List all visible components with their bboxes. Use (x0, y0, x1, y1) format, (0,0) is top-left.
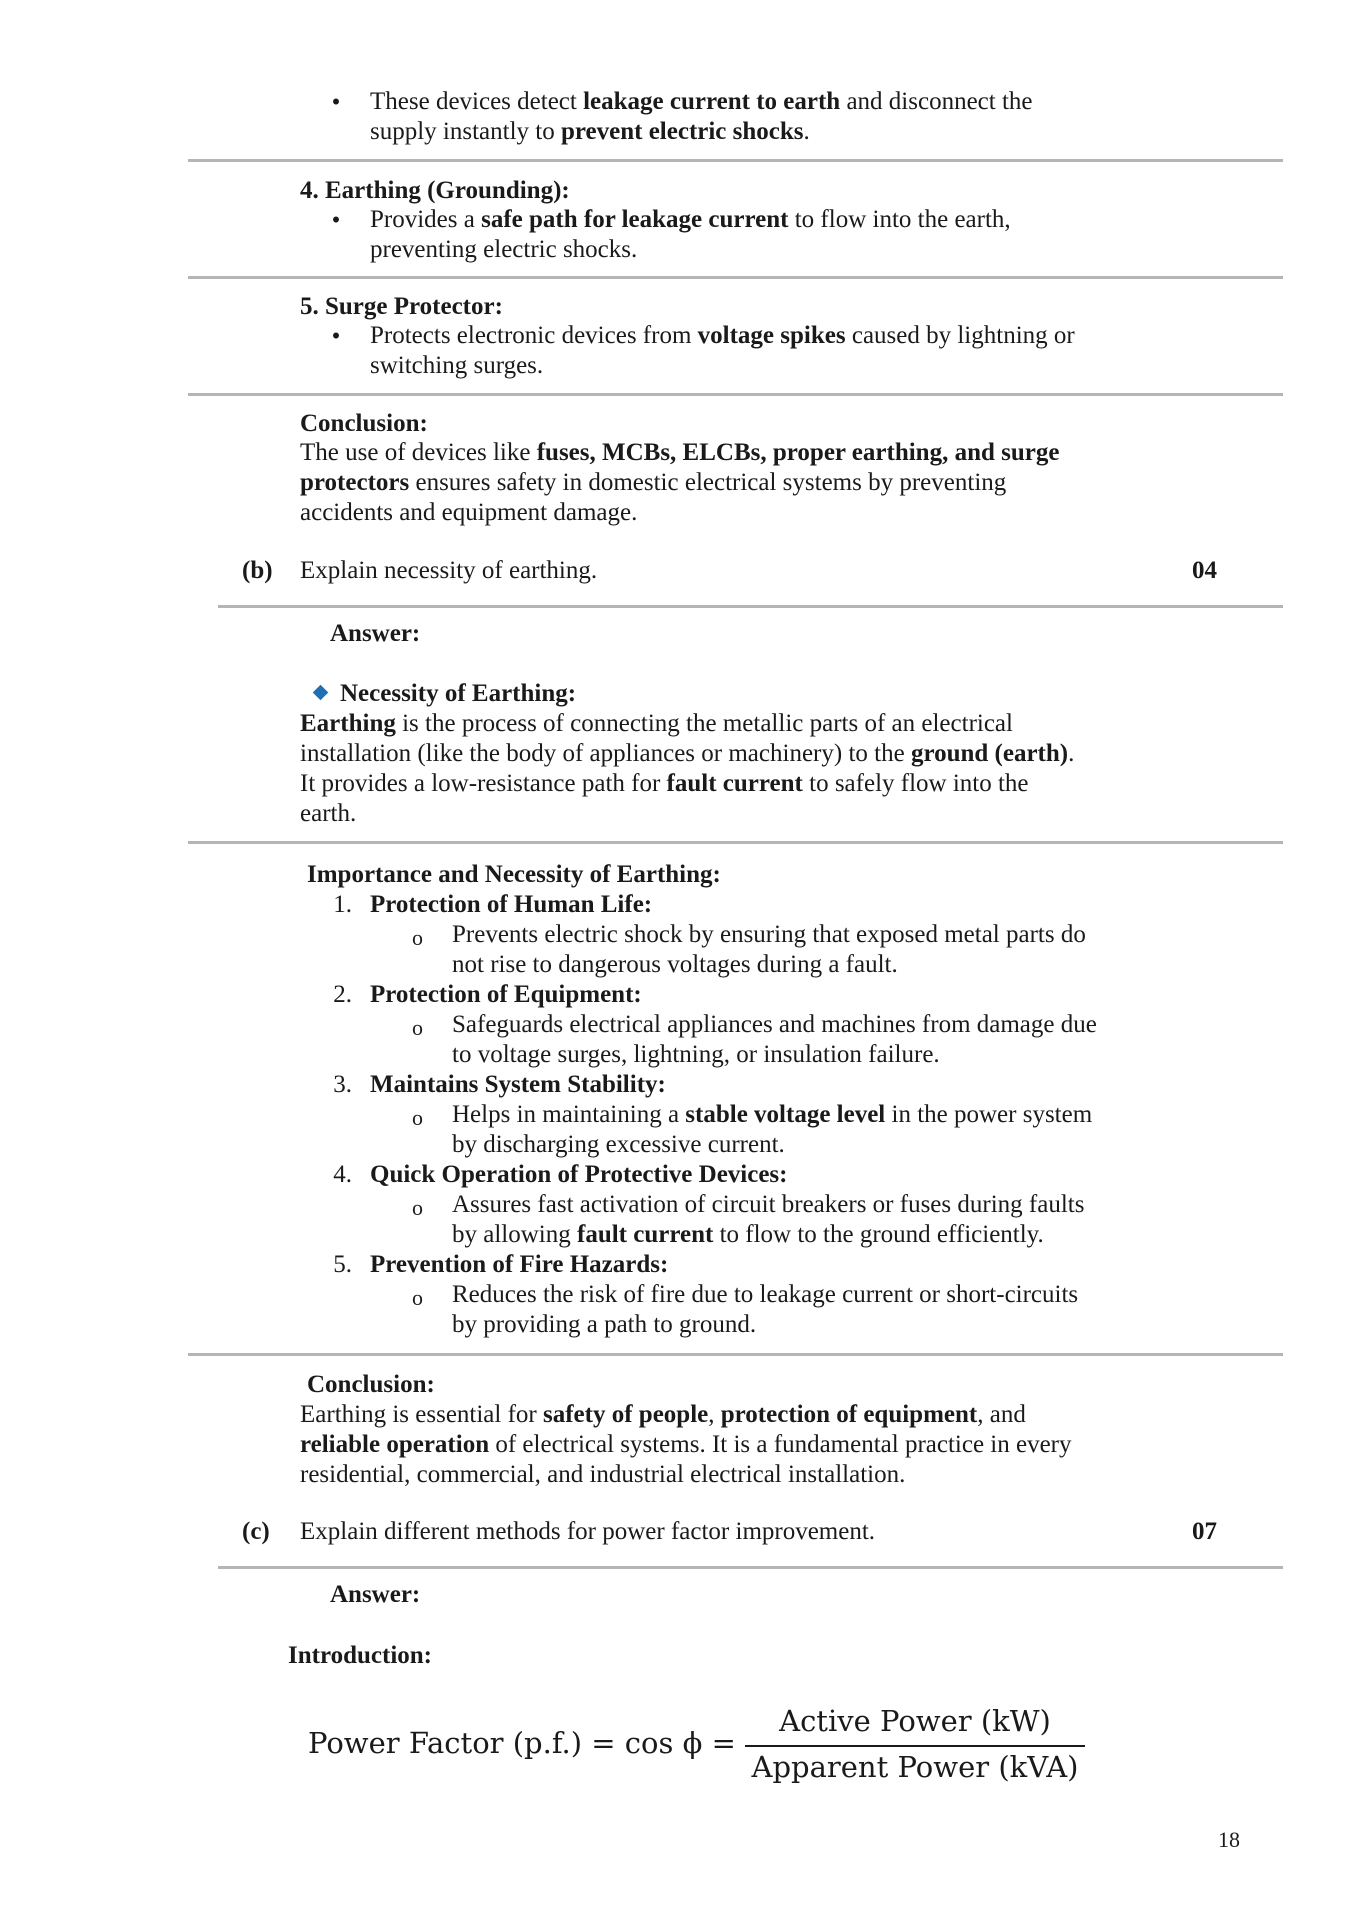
formula-denominator: Apparent Power (kVA) (751, 1750, 1079, 1784)
point-number: 1. (333, 891, 352, 918)
conclusion-a-body: The use of devices like fuses, MCBs, ELCBs, proper earthing, and surge protectors ensures safety in domestic electrical systems by preventing accidents and equipment damage. (300, 439, 1060, 526)
point-1-title: Protection of Human Life: (370, 891, 653, 918)
conclusion-a-heading: Conclusion: (300, 410, 428, 437)
formula-lhs: Power Factor (p.f.) = cos ϕ = (308, 1726, 736, 1760)
question-b-label: (b) (242, 557, 273, 584)
item-5-title: 5. Surge Protector: (300, 293, 503, 320)
point-5-body: Reduces the risk of fire due to leakage current or short-circuits by providing a path to ground. (452, 1281, 1079, 1338)
point-number: 4. (333, 1161, 352, 1188)
sub-bullet-marker: o (412, 1015, 423, 1040)
question-b-marks: 04 (1192, 557, 1217, 584)
divider (188, 276, 1283, 279)
item-4-body: Provides a safe path for leakage current to flow into the earth, preventing electric shocks. (370, 206, 1011, 263)
answer-b-label: Answer: (330, 620, 421, 647)
sub-bullet-marker: o (412, 925, 423, 950)
bullet-paragraph-devices: These devices detect leakage current to earth and disconnect the supply instantly to prevent electric shocks. (370, 88, 1033, 145)
introduction-heading: Introduction: (288, 1642, 433, 1669)
point-2-title: Protection of Equipment: (370, 981, 642, 1008)
answer-c-label: Answer: (330, 1581, 421, 1608)
page-number: 18 (1218, 1827, 1240, 1852)
divider (188, 393, 1283, 396)
item-4-title: 4. Earthing (Grounding): (300, 177, 570, 204)
bullet-dot: • (331, 207, 341, 234)
bullet-dot: • (331, 89, 341, 116)
formula-numerator: Active Power (kW) (779, 1704, 1051, 1738)
question-c-text: Explain different methods for power factor improvement. (300, 1518, 876, 1545)
sub-bullet-marker: o (412, 1105, 423, 1130)
necessity-heading: Necessity of Earthing: (315, 679, 576, 709)
divider (218, 1566, 1283, 1569)
question-c-label: (c) (242, 1518, 270, 1545)
point-number: 5. (333, 1251, 352, 1278)
point-number: 3. (333, 1071, 352, 1098)
importance-heading: Importance and Necessity of Earthing: (307, 861, 721, 888)
point-4-body: Assures fast activation of circuit breakers or fuses during faults by allowing fault current to flow to the ground efficiently. (452, 1191, 1085, 1248)
necessity-paragraph: Earthing is the process of connecting the metallic parts of an electrical installation (like the body of appliances or machinery) to the ground (earth). It provides a low-resistance path for fault current to safely flow into the earth. (300, 710, 1075, 827)
divider (188, 1353, 1283, 1356)
divider (188, 841, 1283, 844)
point-number: 2. (333, 981, 352, 1008)
point-3-title: Maintains System Stability: (370, 1071, 666, 1098)
point-3-body: Helps in maintaining a stable voltage level in the power system by discharging excessive current. (452, 1101, 1093, 1158)
divider (218, 605, 1283, 608)
question-c-marks: 07 (1192, 1518, 1217, 1545)
diamond-bullet-icon (313, 685, 329, 701)
question-b-text: Explain necessity of earthing. (300, 557, 598, 584)
point-1-body: Prevents electric shock by ensuring that exposed metal parts do not rise to dangerous voltages during a fault. (452, 921, 1086, 978)
point-2-body: Safeguards electrical appliances and machines from damage due to voltage surges, lightning, or insulation failure. (452, 1011, 1097, 1068)
item-5-body: Protects electronic devices from voltage spikes caused by lightning or switching surges. (370, 322, 1075, 379)
divider (188, 159, 1283, 162)
fraction-bar (745, 1745, 1085, 1747)
point-4-title: Quick Operation of Protective Devices: (370, 1161, 788, 1188)
conclusion-b-heading: Conclusion: (307, 1371, 435, 1398)
bullet-dot: • (331, 323, 341, 350)
sub-bullet-marker: o (412, 1285, 423, 1310)
sub-bullet-marker: o (412, 1195, 423, 1220)
conclusion-b-body: Earthing is essential for safety of people, protection of equipment, and reliable operation of electrical systems. It is a fundamental practice in every residential, commercial, and industrial electrical installation. (300, 1401, 1072, 1488)
point-5-title: Prevention of Fire Hazards: (370, 1251, 669, 1278)
